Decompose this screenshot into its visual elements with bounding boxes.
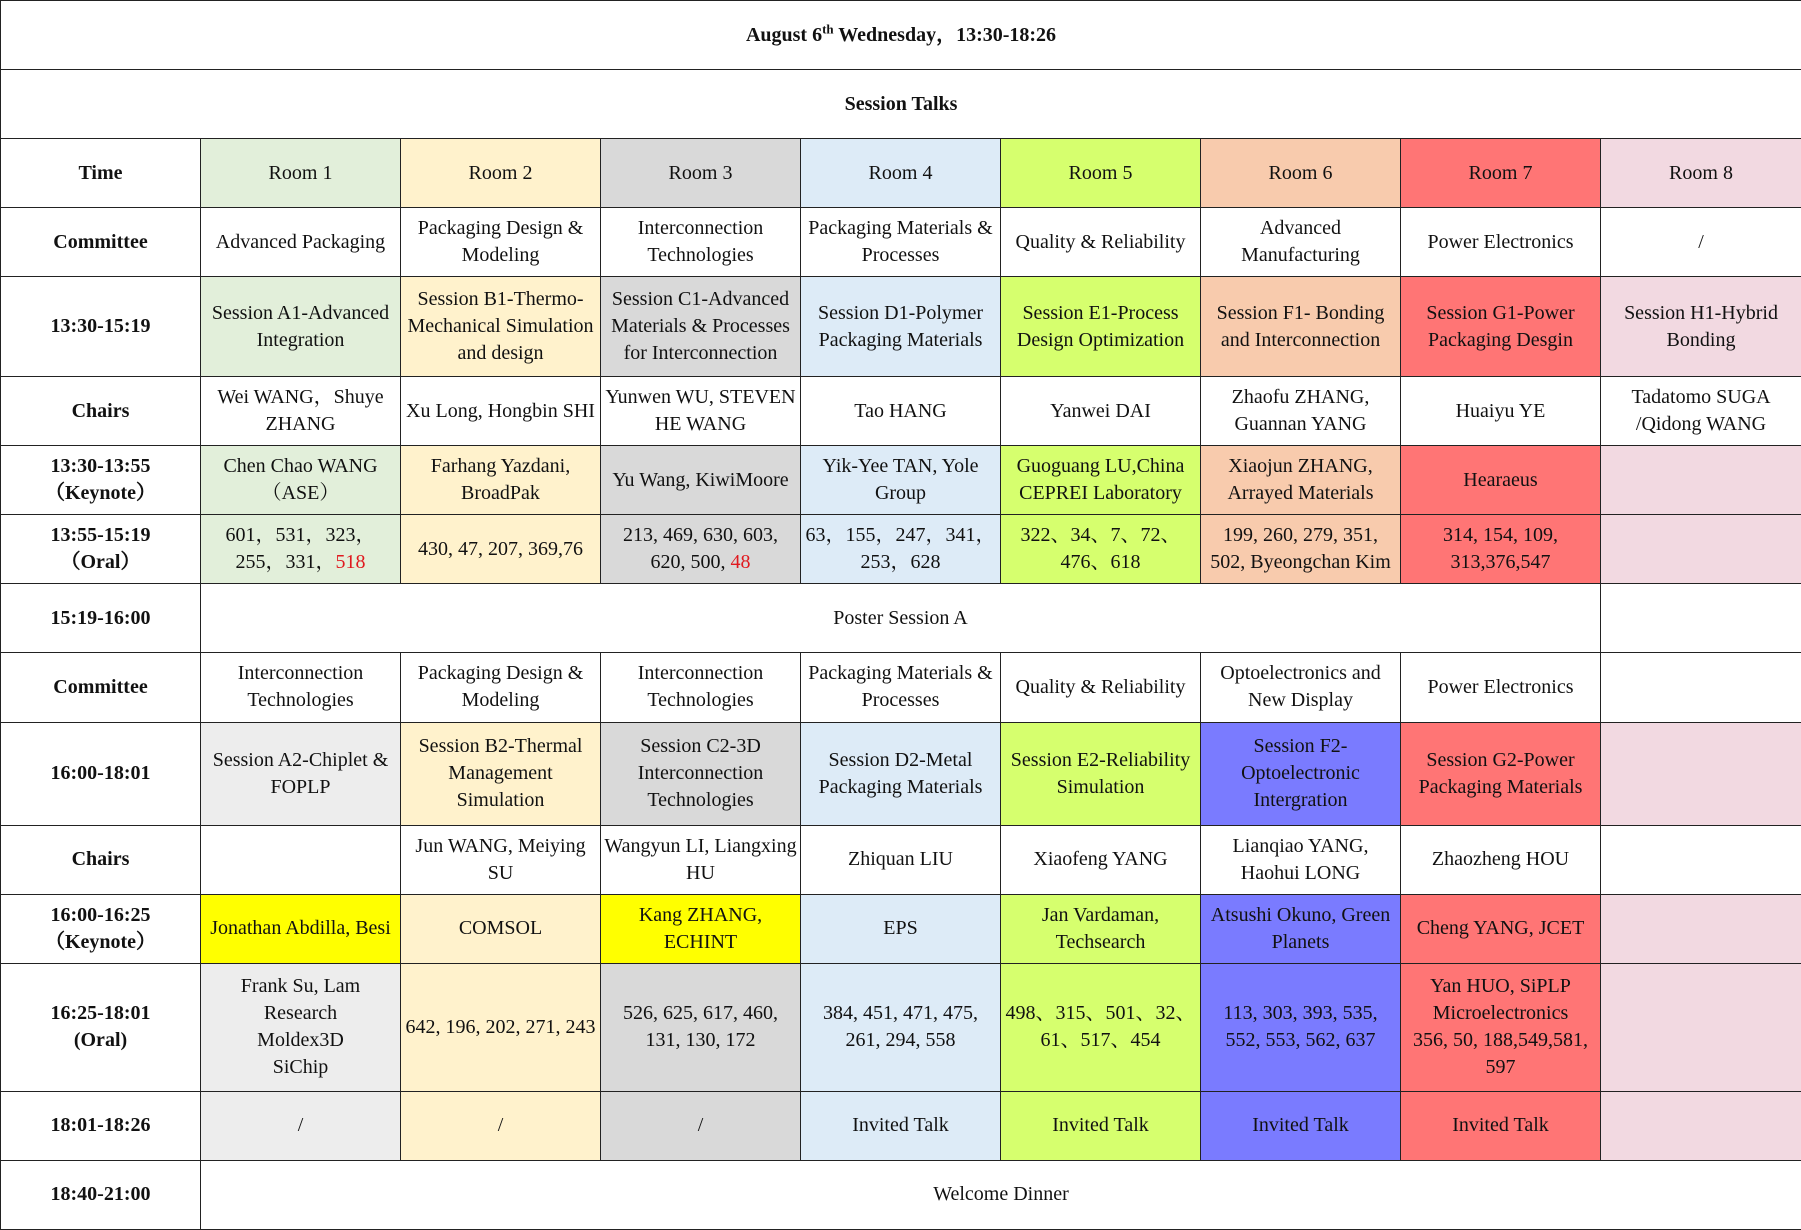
oral-2-room-1 [201,963,401,1091]
keynote-2-room-1: Jonathan Abdilla, Besi [201,894,401,963]
committee-2-room-5: Quality & Reliability [1001,653,1201,722]
keynote-2-room-6: Atsushi Okuno, Green Planets [1201,894,1401,963]
slot-label-1: 13:30-15:19 [1,277,201,377]
paper-ids: 199, 260, 279, 351, 502, Byeongchan Kim [1210,524,1391,574]
session-1-room-8: Session H1-Hybrid Bonding [1601,277,1801,377]
oral-2-line: Frank Su, Lam Research [240,975,361,1025]
session-2-room-7: Session G2-Power Packaging Materials [1401,722,1601,825]
oral-2-room-4 [801,963,1001,1091]
committee-1-room-5: Quality & Reliability [1001,208,1201,277]
keynote-1-room-8 [1601,446,1801,515]
session-1-room-1: Session A1-Advanced Integration [201,277,401,377]
keynote-label-2 [1,894,201,963]
committee-1-room-1: Advanced Packaging [201,208,401,277]
dinner-time-label: 18:40-21:00 [1,1160,201,1229]
session-2-room-3: Session C2-3D Interconnection Technologies [601,722,801,825]
oral-label-2-line-1: 16:25-18:01 [50,1002,151,1025]
keynote-label-2-line-2: （Keynote） [44,930,157,953]
keynote-label-2-line-1: 16:00-16:25 [50,903,151,926]
oral-2-line: SiChip [272,1056,329,1079]
oral-1-room-1 [201,515,401,584]
time-label: Time [1,139,201,208]
chairs-label-1: Chairs [1,377,201,446]
session-2-room-4: Session D2-Metal Packaging Materials [801,722,1001,825]
committee-2-room-7: Power Electronics [1401,653,1601,722]
room-header-room-7: Room 7 [1401,139,1601,208]
chairs-1-room-1: Wei WANG，Shuye ZHANG [201,377,401,446]
keynote-label-1-line-1: 13:30-13:55 [50,455,151,478]
session-2-room-6: Session F2-Optoelectronic Intergration [1201,722,1401,825]
slot-label-2: 16:00-18:01 [1,722,201,825]
oral-2-line: 498、315、501、32、61、517、454 [1005,1002,1196,1052]
oral-1-room-4 [801,515,1001,584]
oral-2-line: Moldex3D [257,1029,344,1052]
keynote-2-room-4: EPS [801,894,1001,963]
chairs-1-room-5: Yanwei DAI [1001,377,1201,446]
session-2-room-2: Session B2-Thermal Management Simulation [401,722,601,825]
chairs-1-room-7: Huaiyu YE [1401,377,1601,446]
date-superscript: th [822,20,834,36]
keynote-2-room-2: COMSOL [401,894,601,963]
keynote-1-room-6: Xiaojun ZHANG, Arrayed Materials [1201,446,1401,515]
paper-id-highlight: 518 [335,551,366,574]
chairs-1-room-2: Xu Long, Hongbin SHI [401,377,601,446]
session-2-room-5: Session E2-Reliability Simulation [1001,722,1201,825]
oral-2-room-3 [601,963,801,1091]
invited-room-7: Invited Talk [1401,1091,1601,1160]
session-talks-header: Session Talks [1,70,1801,139]
oral-label-2 [1,963,201,1091]
paper-ids: 322、34、7、72、476、618 [1020,524,1181,574]
session-1-room-6: Session F1- Bonding and Interconnection [1201,277,1401,377]
date-header [1,1,1801,70]
date-rest: Wednesday，13:30-18:26 [833,23,1057,46]
keynote-1-room-5: Guoguang LU,China CEPREI Laboratory [1001,446,1201,515]
poster-session: Poster Session A [201,584,1601,653]
welcome-dinner: Welcome Dinner [201,1160,1801,1229]
session-2-room-1: Session A2-Chiplet & FOPLP [201,722,401,825]
keynote-1-room-3: Yu Wang, KiwiMoore [601,446,801,515]
committee-2-room-6: Optoelectronics and New Display [1201,653,1401,722]
keynote-label-1-line-2: （Keynote） [44,482,157,505]
chairs-2-room-2: Jun WANG, Meiying SU [401,825,601,894]
keynote-2-room-5: Jan Vardaman, Techsearch [1001,894,1201,963]
committee-1-room-4: Packaging Materials & Processes [801,208,1001,277]
room-header-room-3: Room 3 [601,139,801,208]
paper-ids: 63，155，247，341，253，628 [805,524,996,574]
invited-room-6: Invited Talk [1201,1091,1401,1160]
oral-2-line: 356, 50, 188,549,581, 597 [1413,1029,1588,1079]
paper-ids: 601，531，323，255，331， [225,524,376,574]
invited-time-label: 18:01-18:26 [1,1091,201,1160]
chairs-1-room-4: Tao HANG [801,377,1001,446]
invited-room-4: Invited Talk [801,1091,1001,1160]
oral-1-room-8 [1601,515,1801,584]
chairs-2-room-6: Lianqiao YANG, Haohui LONG [1201,825,1401,894]
chairs-2-room-5: Xiaofeng YANG [1001,825,1201,894]
committee-2-room-2: Packaging Design & Modeling [401,653,601,722]
keynote-2-room-3: Kang ZHANG, ECHINT [601,894,801,963]
poster-time-label: 15:19-16:00 [1,584,201,653]
invited-room-2: / [401,1091,601,1160]
session-1-room-7: Session G1-Power Packaging Desgin [1401,277,1601,377]
oral-1-room-2 [401,515,601,584]
chairs-1-room-8: Tadatomo SUGA /Qidong WANG [1601,377,1801,446]
invited-room-8 [1601,1091,1801,1160]
chairs-2-room-4: Zhiquan LIU [801,825,1001,894]
chairs-1-room-3: Yunwen WU, STEVEN HE WANG [601,377,801,446]
keynote-2-room-8 [1601,894,1801,963]
keynote-1-room-4: Yik-Yee TAN, Yole Group [801,446,1001,515]
oral-label-1-line-1: 13:55-15:19 [50,524,151,547]
oral-2-line: 113, 303, 393, 535, 552, 553, 562, 637 [1223,1002,1378,1052]
session-2-room-8 [1601,722,1801,825]
date-main: August 6 [745,23,823,46]
oral-label-2-line-2: (Oral) [73,1029,128,1052]
oral-label-1 [1,515,201,584]
oral-2-room-5 [1001,963,1201,1091]
chairs-1-room-6: Zhaofu ZHANG, Guannan YANG [1201,377,1401,446]
room-header-room-6: Room 6 [1201,139,1401,208]
committee-label-1: Committee [1,208,201,277]
committee-2-room-1: Interconnection Technologies [201,653,401,722]
session-1-room-2: Session B1-Thermo-Mechanical Simulation and design [401,277,601,377]
oral-1-room-6 [1201,515,1401,584]
paper-ids: 213, 469, 630, 603, 620, 500, [623,524,778,574]
committee-2-room-8 [1601,653,1801,722]
committee-1-room-3: Interconnection Technologies [601,208,801,277]
oral-2-line: 384, 451, 471, 475, 261, 294, 558 [823,1002,978,1052]
invited-room-1: / [201,1091,401,1160]
oral-2-room-2 [401,963,601,1091]
oral-2-room-7 [1401,963,1601,1091]
chairs-label-2: Chairs [1,825,201,894]
oral-2-line: 642, 196, 202, 271, 243 [405,1015,596,1038]
committee-1-room-8: / [1601,208,1801,277]
paper-id-highlight: 48 [730,551,751,574]
paper-ids: 430, 47, 207, 369,76 [418,537,583,560]
invited-room-5: Invited Talk [1001,1091,1201,1160]
chairs-2-room-8 [1601,825,1801,894]
oral-2-line: Yan HUO, SiPLP Microelectronics [1430,975,1571,1025]
poster-empty-room-8 [1601,584,1801,653]
keynote-1-room-1: Chen Chao WANG（ASE） [201,446,401,515]
invited-room-3: / [601,1091,801,1160]
session-1-room-5: Session E1-Process Design Optimization [1001,277,1201,377]
chairs-2-room-1 [201,825,401,894]
keynote-2-room-7: Cheng YANG, JCET [1401,894,1601,963]
oral-2-line: 526, 625, 617, 460, 131, 130, 172 [623,1002,778,1052]
room-header-room-4: Room 4 [801,139,1001,208]
committee-2-room-4: Packaging Materials & Processes [801,653,1001,722]
room-header-room-2: Room 2 [401,139,601,208]
oral-1-room-5 [1001,515,1201,584]
committee-1-room-2: Packaging Design & Modeling [401,208,601,277]
committee-1-room-7: Power Electronics [1401,208,1601,277]
session-1-room-4: Session D1-Polymer Packaging Materials [801,277,1001,377]
oral-1-room-7 [1401,515,1601,584]
room-header-room-5: Room 5 [1001,139,1201,208]
committee-2-room-3: Interconnection Technologies [601,653,801,722]
room-header-room-8: Room 8 [1601,139,1801,208]
chairs-2-room-3: Wangyun LI, Liangxing HU [601,825,801,894]
oral-2-room-8 [1601,963,1801,1091]
room-header-room-1: Room 1 [201,139,401,208]
keynote-1-room-7: Hearaeus [1401,446,1601,515]
session-1-room-3: Session C1-Advanced Materials & Processes for Interconnection [601,277,801,377]
committee-1-room-6: Advanced Manufacturing [1201,208,1401,277]
oral-1-room-3 [601,515,801,584]
committee-label-2: Committee [1,653,201,722]
chairs-2-room-7: Zhaozheng HOU [1401,825,1601,894]
oral-2-room-6 [1201,963,1401,1091]
keynote-1-room-2: Farhang Yazdani, BroadPak [401,446,601,515]
keynote-label-1 [1,446,201,515]
oral-label-1-line-2: （Oral） [60,551,141,574]
paper-ids: 314, 154, 109, 313,376,547 [1443,524,1558,574]
